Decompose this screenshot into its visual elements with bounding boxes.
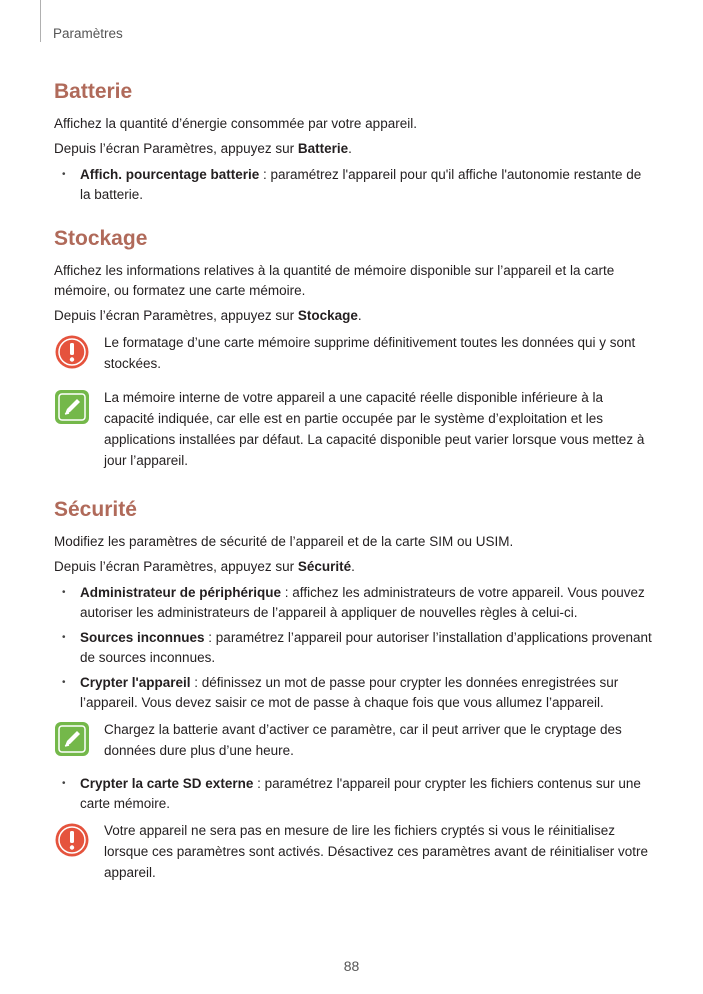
section-batterie xyxy=(54,80,654,205)
path-target: Sécurité xyxy=(297,559,352,574)
list-item: • Sources inconnues : paramétrez l’appareil pour autoriser l’installation d’applications provenant de sources inconnues. xyxy=(54,628,654,668)
caution-icon xyxy=(54,334,90,370)
list-item: • Crypter la carte SD externe : paramétrez l'appareil pour crypter les fichiers contenus sur une carte mémoire. xyxy=(54,774,654,814)
note-icon xyxy=(54,721,90,757)
note-text: Chargez la batterie avant d’activer ce paramètre, car il peut arriver que le cryptage des données dure plus d’une heure. xyxy=(104,722,622,758)
header-divider xyxy=(40,0,41,42)
note-box xyxy=(54,387,654,476)
section-title: Batterie xyxy=(54,80,133,103)
caution-text: Le formatage d’une carte mémoire supprime définitivement toutes les données qui y sont stockées. xyxy=(104,335,636,371)
bullet-list xyxy=(54,583,654,713)
list-item: • Affich. pourcentage batterie : paramétrez l'appareil pour qu'il affiche l'autonomie restante de la batterie. xyxy=(54,165,654,205)
list-item: • Administrateur de périphérique : affichez les administrateurs de votre appareil. Vous pouvez autoriser les administrateurs de l’appareil à appliquer de nouvelles règles à celui-ci. xyxy=(54,583,654,623)
list-item: • Crypter l'appareil : définissez un mot de passe pour crypter les données enregistrées sur l’appareil. Vous devez saisir ce mot de passe à chaque fois que vous allumez l’appareil. xyxy=(54,673,654,713)
note-box xyxy=(54,719,654,766)
caution-box xyxy=(54,820,654,888)
note-text: La mémoire interne de votre appareil a une capacité réelle disponible inférieure à la capacité indiquée, car elle est en partie occupée par le système d’exploitation et les applications installées par défaut. La capacité disponible peut varier lorsque vous mettez à jour l’appareil. xyxy=(104,390,645,468)
bullet-list xyxy=(54,165,654,205)
section-title: Sécurité xyxy=(54,498,137,521)
section-path: Depuis l’écran Paramètres, appuyez sur Stockage. xyxy=(54,308,362,323)
section-path: Depuis l’écran Paramètres, appuyez sur Sécurité. xyxy=(54,559,355,574)
page-number: 88 xyxy=(343,958,360,974)
section-intro: Affichez la quantité d’énergie consommée par votre appareil. xyxy=(54,116,417,131)
section-intro: Affichez les informations relatives à la quantité de mémoire disponible sur l’appareil et la carte mémoire, ou formatez une carte mémoire. xyxy=(54,263,615,298)
section-intro: Modifiez les paramètres de sécurité de l’appareil et de la carte SIM ou USIM. xyxy=(54,534,514,549)
section-title: Stockage xyxy=(54,227,148,250)
section-path: Depuis l’écran Paramètres, appuyez sur Batterie. xyxy=(54,141,352,156)
section-stockage xyxy=(54,227,654,476)
bullet-list xyxy=(54,774,654,814)
page-header-title: Paramètres xyxy=(53,26,123,41)
caution-text: Votre appareil ne sera pas en mesure de lire les fichiers cryptés si vous le réinitialisez lorsque ces paramètres sont activés. Désactivez ces paramètres avant de réinitialiser votre appareil. xyxy=(104,823,648,880)
path-target: Batterie xyxy=(297,141,349,156)
caution-box xyxy=(54,332,654,379)
page-content xyxy=(54,80,654,910)
path-target: Stockage xyxy=(297,308,358,323)
caution-icon xyxy=(54,822,90,858)
note-icon xyxy=(54,389,90,425)
section-securite xyxy=(54,498,654,888)
